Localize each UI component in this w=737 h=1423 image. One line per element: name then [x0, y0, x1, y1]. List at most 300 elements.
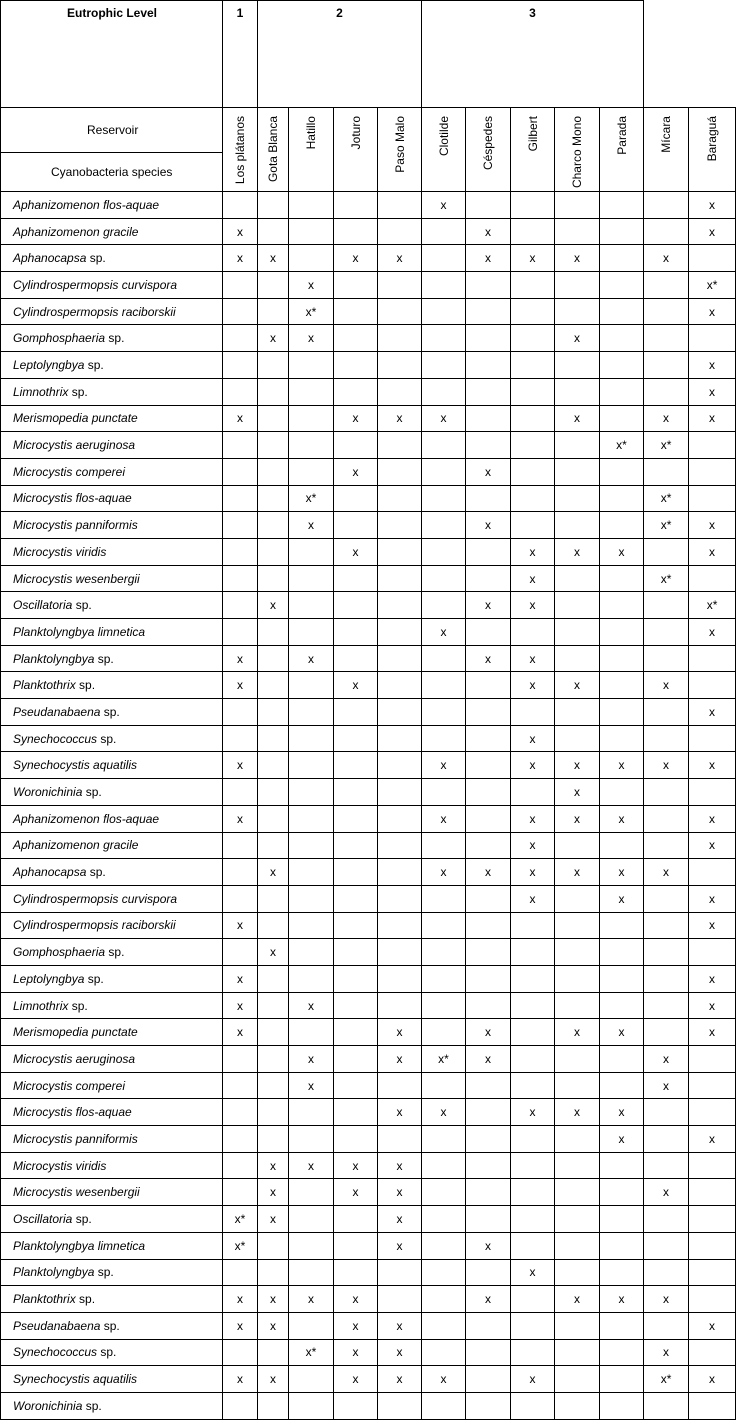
presence-cell	[644, 965, 689, 992]
presence-cell	[223, 779, 258, 806]
presence-cell	[511, 1126, 555, 1153]
species-name	[1, 1019, 223, 1046]
presence-cell	[644, 885, 689, 912]
species-genus: Microcystis aeruginosa	[13, 438, 136, 453]
presence-cell: x	[466, 512, 511, 539]
presence-cell	[511, 192, 555, 219]
reservoir-column-header	[378, 108, 422, 192]
eutrophic-level-row	[1, 1, 736, 108]
presence-cell	[258, 752, 289, 779]
presence-cell	[258, 272, 289, 299]
presence-cell: x*	[289, 298, 334, 325]
presence-cell: x	[466, 1286, 511, 1313]
presence-cell	[644, 805, 689, 832]
presence-cell	[422, 538, 466, 565]
presence-cell	[511, 432, 555, 459]
presence-cell: x	[689, 619, 736, 646]
presence-cell: x	[334, 1312, 378, 1339]
presence-cell	[378, 859, 422, 886]
presence-cell: x	[644, 245, 689, 272]
presence-cell: x	[289, 272, 334, 299]
presence-cell: x	[334, 1286, 378, 1313]
presence-cell	[289, 192, 334, 219]
species-genus: Planktothrix	[13, 678, 76, 693]
presence-cell	[258, 458, 289, 485]
presence-cell: x	[689, 965, 736, 992]
presence-cell: x	[600, 805, 644, 832]
presence-cell: x	[689, 832, 736, 859]
presence-cell	[555, 298, 600, 325]
presence-cell: x	[689, 378, 736, 405]
presence-cell	[689, 565, 736, 592]
presence-cell	[223, 859, 258, 886]
presence-cell	[334, 1099, 378, 1126]
presence-cell	[644, 1152, 689, 1179]
presence-cell	[466, 485, 511, 512]
presence-cell	[258, 619, 289, 646]
empty-corner	[644, 1, 736, 108]
presence-cell	[555, 1179, 600, 1206]
presence-cell: x	[466, 1019, 511, 1046]
presence-cell	[334, 192, 378, 219]
species-suffix: sp.	[86, 865, 106, 880]
presence-cell	[511, 458, 555, 485]
presence-cell	[422, 378, 466, 405]
reservoir-name: Los plátanos	[233, 116, 247, 185]
presence-cell	[466, 405, 511, 432]
presence-cell	[258, 725, 289, 752]
presence-cell	[334, 832, 378, 859]
presence-cell: x	[258, 859, 289, 886]
presence-cell: x	[555, 672, 600, 699]
species-genus: Synechococcus	[13, 1345, 98, 1360]
presence-cell	[258, 1072, 289, 1099]
presence-cell	[289, 1206, 334, 1233]
presence-cell: x	[511, 1259, 555, 1286]
species-genus: Gomphosphaeria	[13, 331, 106, 346]
presence-cell	[600, 725, 644, 752]
species-name	[1, 405, 223, 432]
presence-cell: x	[258, 325, 289, 352]
presence-cell: x	[511, 645, 555, 672]
presence-cell	[289, 538, 334, 565]
presence-cell: x	[258, 1179, 289, 1206]
presence-cell	[689, 245, 736, 272]
presence-cell	[466, 885, 511, 912]
reservoir-column-header	[223, 108, 258, 192]
presence-cell	[511, 325, 555, 352]
species-name	[1, 1179, 223, 1206]
presence-cell: x	[644, 1286, 689, 1313]
presence-cell	[555, 565, 600, 592]
species-name	[1, 378, 223, 405]
presence-cell	[422, 1259, 466, 1286]
table-row	[1, 485, 736, 512]
presence-cell	[223, 1126, 258, 1153]
species-name	[1, 779, 223, 806]
species-name	[1, 298, 223, 325]
species-genus: Merismopedia punctate	[13, 411, 138, 426]
presence-cell	[466, 192, 511, 219]
species-genus: Leptolyngbya	[13, 358, 85, 373]
species-genus: Cylindrospermopsis raciborskii	[13, 304, 176, 319]
presence-cell	[422, 325, 466, 352]
presence-cell	[600, 592, 644, 619]
species-name	[1, 432, 223, 459]
presence-cell	[223, 832, 258, 859]
presence-cell	[689, 1206, 736, 1233]
presence-cell: x*	[223, 1232, 258, 1259]
presence-cell	[334, 1392, 378, 1419]
species-genus: Microcystis wesenbergii	[13, 1185, 140, 1200]
presence-cell	[334, 1232, 378, 1259]
presence-cell	[223, 272, 258, 299]
presence-cell	[289, 859, 334, 886]
presence-cell	[600, 378, 644, 405]
presence-cell	[378, 565, 422, 592]
table-row	[1, 218, 736, 245]
presence-cell	[258, 699, 289, 726]
presence-cell: x	[289, 325, 334, 352]
presence-cell: x	[644, 672, 689, 699]
presence-cell	[511, 272, 555, 299]
species-name	[1, 1339, 223, 1366]
presence-cell	[223, 512, 258, 539]
species-suffix: sp.	[68, 384, 88, 399]
presence-cell: x*	[289, 485, 334, 512]
presence-cell: x	[600, 859, 644, 886]
presence-cell	[644, 218, 689, 245]
reservoir-column-header	[422, 108, 466, 192]
presence-cell	[289, 432, 334, 459]
species-genus: Pseudanabaena	[13, 1318, 101, 1333]
presence-cell: x	[689, 912, 736, 939]
presence-cell	[600, 1179, 644, 1206]
species-name	[1, 1099, 223, 1126]
presence-cell	[689, 939, 736, 966]
presence-cell	[334, 218, 378, 245]
presence-cell	[555, 885, 600, 912]
species-name	[1, 885, 223, 912]
species-name	[1, 1286, 223, 1313]
presence-cell: x	[334, 1179, 378, 1206]
presence-cell	[511, 1152, 555, 1179]
presence-cell	[644, 619, 689, 646]
presence-cell	[289, 1392, 334, 1419]
presence-cell: x	[600, 1019, 644, 1046]
presence-cell	[689, 1179, 736, 1206]
presence-cell	[555, 619, 600, 646]
table-row	[1, 699, 736, 726]
species-name	[1, 1312, 223, 1339]
presence-cell	[422, 699, 466, 726]
presence-cell	[466, 325, 511, 352]
table-row	[1, 672, 736, 699]
presence-cell: x*	[644, 565, 689, 592]
species-genus: Synechocystis aquatilis	[13, 1372, 138, 1387]
presence-cell	[466, 699, 511, 726]
table-row	[1, 565, 736, 592]
presence-cell	[600, 832, 644, 859]
presence-cell	[511, 779, 555, 806]
presence-cell	[334, 805, 378, 832]
presence-cell	[511, 298, 555, 325]
table-row	[1, 779, 736, 806]
table-row	[1, 245, 736, 272]
presence-cell	[644, 1206, 689, 1233]
species-name	[1, 992, 223, 1019]
species-suffix: sp.	[105, 945, 125, 960]
presence-cell: x	[223, 912, 258, 939]
table-row	[1, 1259, 736, 1286]
presence-cell: x*	[422, 1046, 466, 1073]
presence-cell	[644, 1232, 689, 1259]
presence-cell	[600, 699, 644, 726]
presence-cell	[600, 458, 644, 485]
presence-cell: x	[466, 245, 511, 272]
presence-cell: x	[600, 1126, 644, 1153]
presence-cell	[289, 245, 334, 272]
species-genus: Microcystis wesenbergii	[13, 571, 140, 586]
species-name	[1, 1366, 223, 1393]
species-name	[1, 1206, 223, 1233]
species-genus: Microcystis viridis	[13, 1158, 107, 1173]
species-genus: Planktolyngbya	[13, 651, 95, 666]
reservoir-column-header	[600, 108, 644, 192]
presence-cell	[555, 965, 600, 992]
presence-cell	[289, 458, 334, 485]
presence-cell: x	[289, 1152, 334, 1179]
presence-cell	[555, 378, 600, 405]
presence-cell	[422, 672, 466, 699]
presence-cell: x	[289, 512, 334, 539]
presence-cell	[422, 432, 466, 459]
presence-cell: x	[422, 805, 466, 832]
presence-cell	[644, 699, 689, 726]
presence-cell: x	[223, 1312, 258, 1339]
species-label: Cyanobacteria species	[1, 153, 223, 192]
presence-cell: x	[689, 1366, 736, 1393]
presence-cell: x	[466, 218, 511, 245]
species-genus: Synechococcus	[13, 731, 98, 746]
presence-cell: x	[223, 218, 258, 245]
presence-cell: x*	[689, 272, 736, 299]
table-row	[1, 1232, 736, 1259]
table-row	[1, 192, 736, 219]
table-row	[1, 1046, 736, 1073]
presence-cell	[422, 1286, 466, 1313]
presence-cell: x	[511, 1099, 555, 1126]
table-row	[1, 1099, 736, 1126]
presence-cell	[689, 1392, 736, 1419]
presence-cell	[555, 1046, 600, 1073]
presence-cell	[422, 352, 466, 379]
presence-cell: x	[644, 1046, 689, 1073]
presence-cell	[289, 832, 334, 859]
species-name	[1, 752, 223, 779]
presence-cell: x	[378, 1099, 422, 1126]
presence-cell: x	[511, 832, 555, 859]
presence-cell	[258, 538, 289, 565]
species-name	[1, 1232, 223, 1259]
species-genus: Cylindrospermopsis curvispora	[13, 277, 178, 292]
species-name	[1, 592, 223, 619]
species-name	[1, 245, 223, 272]
presence-cell	[223, 325, 258, 352]
species-genus: Merismopedia punctate	[13, 1025, 138, 1040]
level-2-header: 2	[258, 1, 422, 108]
presence-cell	[289, 1312, 334, 1339]
presence-cell	[378, 992, 422, 1019]
table-row	[1, 939, 736, 966]
presence-cell: x	[258, 1152, 289, 1179]
presence-cell	[600, 192, 644, 219]
presence-cell: x	[555, 1019, 600, 1046]
presence-cell	[600, 672, 644, 699]
species-suffix: sp.	[84, 358, 104, 373]
presence-cell: x	[511, 859, 555, 886]
presence-cell	[334, 912, 378, 939]
presence-cell	[422, 1126, 466, 1153]
presence-cell	[600, 298, 644, 325]
presence-cell	[644, 325, 689, 352]
species-name	[1, 218, 223, 245]
level-1-header: 1	[223, 1, 258, 108]
presence-cell	[600, 325, 644, 352]
presence-cell	[258, 485, 289, 512]
presence-cell	[422, 939, 466, 966]
presence-cell	[600, 352, 644, 379]
presence-cell	[334, 1072, 378, 1099]
presence-cell: x	[334, 405, 378, 432]
presence-cell	[378, 1259, 422, 1286]
presence-cell: x	[689, 1312, 736, 1339]
presence-cell: x	[555, 779, 600, 806]
presence-cell	[378, 538, 422, 565]
presence-cell	[289, 752, 334, 779]
presence-cell	[511, 512, 555, 539]
presence-cell: x	[223, 405, 258, 432]
presence-cell	[378, 512, 422, 539]
presence-cell: x	[334, 245, 378, 272]
species-name	[1, 805, 223, 832]
presence-cell: x	[223, 805, 258, 832]
presence-cell: x	[334, 1366, 378, 1393]
presence-cell	[378, 832, 422, 859]
presence-cell	[600, 512, 644, 539]
presence-cell	[600, 619, 644, 646]
presence-cell	[689, 1339, 736, 1366]
presence-cell	[644, 1259, 689, 1286]
presence-cell	[289, 1019, 334, 1046]
reservoir-name: Clotilde	[436, 116, 451, 157]
presence-cell	[334, 725, 378, 752]
presence-cell	[258, 832, 289, 859]
presence-cell	[289, 699, 334, 726]
presence-cell	[334, 1126, 378, 1153]
presence-cell	[466, 1126, 511, 1153]
presence-cell	[258, 912, 289, 939]
reservoir-column-header	[555, 108, 600, 192]
species-name	[1, 458, 223, 485]
presence-cell	[600, 992, 644, 1019]
presence-cell	[466, 432, 511, 459]
table-row	[1, 1152, 736, 1179]
presence-cell	[378, 912, 422, 939]
presence-cell	[223, 619, 258, 646]
presence-cell	[334, 432, 378, 459]
table-row	[1, 512, 736, 539]
table-row	[1, 1019, 736, 1046]
presence-cell	[223, 939, 258, 966]
presence-cell	[334, 485, 378, 512]
presence-cell	[466, 619, 511, 646]
reservoir-column-header	[644, 108, 689, 192]
reservoir-column-header	[689, 108, 736, 192]
presence-cell	[223, 885, 258, 912]
presence-cell: x	[511, 805, 555, 832]
presence-cell	[644, 912, 689, 939]
presence-cell: x	[223, 645, 258, 672]
presence-cell	[600, 218, 644, 245]
presence-cell	[466, 992, 511, 1019]
presence-cell	[258, 779, 289, 806]
presence-cell	[600, 965, 644, 992]
presence-cell	[644, 832, 689, 859]
species-name	[1, 1392, 223, 1419]
presence-cell	[466, 805, 511, 832]
presence-cell	[644, 592, 689, 619]
species-genus: Limnothrix	[13, 998, 69, 1013]
species-suffix: sp.	[100, 704, 120, 719]
presence-cell	[644, 992, 689, 1019]
species-genus: Microcystis aeruginosa	[13, 1051, 136, 1066]
presence-cell	[289, 805, 334, 832]
presence-cell	[600, 939, 644, 966]
presence-cell	[600, 1232, 644, 1259]
reservoir-name: Gota Blanca	[266, 116, 280, 183]
species-genus: Gomphosphaeria	[13, 945, 106, 960]
presence-cell	[223, 538, 258, 565]
species-name	[1, 1046, 223, 1073]
presence-cell	[689, 645, 736, 672]
presence-cell	[644, 352, 689, 379]
species-genus: Aphanizomenon gracile	[13, 838, 139, 853]
species-genus: Microcystis flos-aquae	[13, 1105, 132, 1120]
presence-cell	[334, 699, 378, 726]
presence-cell	[511, 1019, 555, 1046]
presence-cell: x	[644, 752, 689, 779]
presence-cell: x	[378, 1046, 422, 1073]
presence-cell: x	[644, 405, 689, 432]
presence-cell	[378, 672, 422, 699]
presence-cell	[258, 298, 289, 325]
presence-cell	[422, 272, 466, 299]
presence-cell	[555, 218, 600, 245]
species-suffix: sp.	[75, 1292, 96, 1307]
presence-cell	[422, 512, 466, 539]
species-suffix: sp.	[100, 1318, 120, 1333]
species-genus: Planktothrix	[13, 1292, 76, 1307]
species-name	[1, 512, 223, 539]
species-genus: Leptolyngbya	[13, 971, 85, 986]
species-name	[1, 859, 223, 886]
presence-cell	[600, 779, 644, 806]
species-genus: Microcystis flos-aquae	[13, 491, 132, 506]
presence-cell	[511, 912, 555, 939]
presence-cell	[555, 1259, 600, 1286]
presence-cell: x	[422, 405, 466, 432]
